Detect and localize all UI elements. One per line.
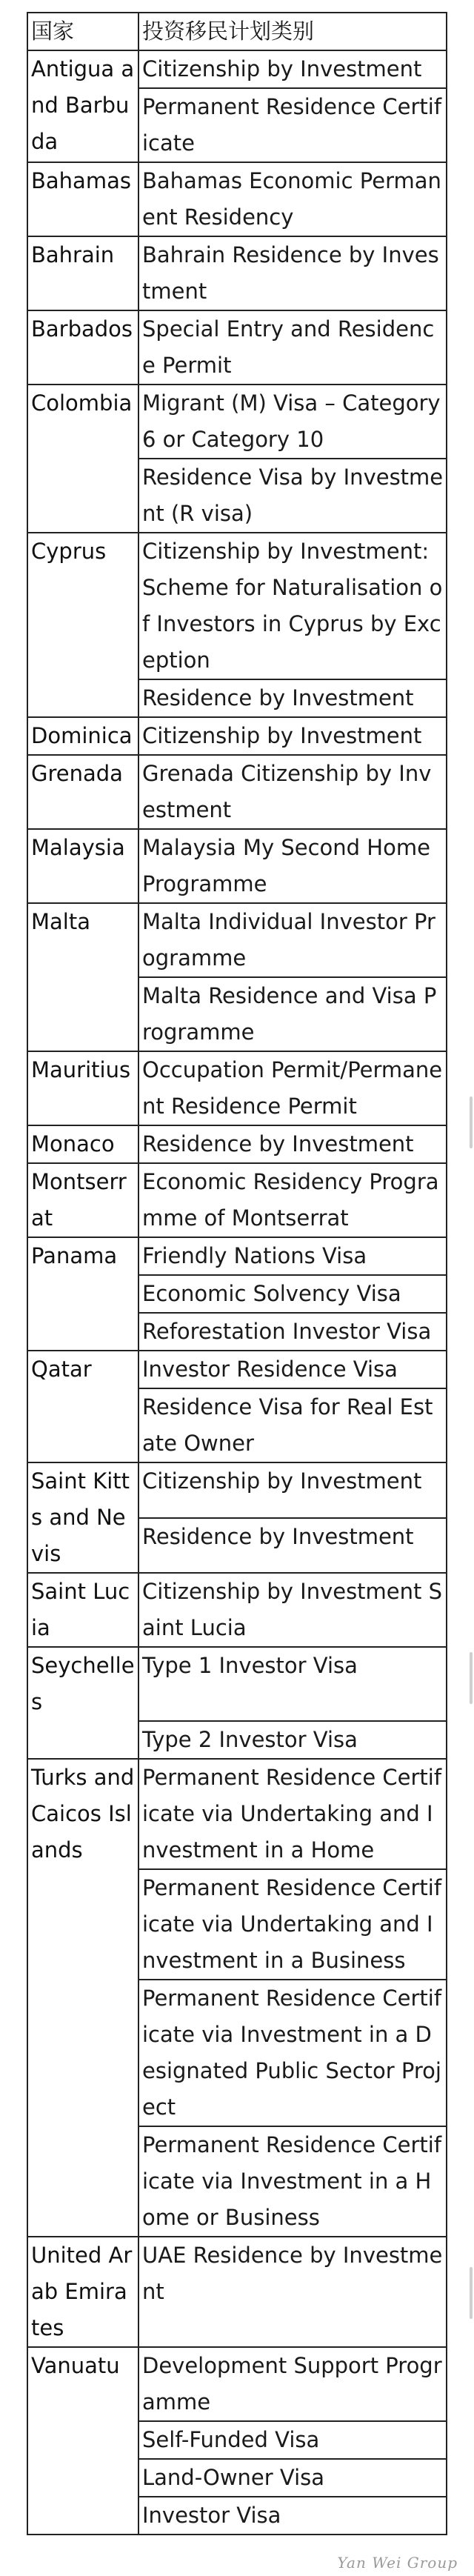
program-cell: Residence Visa for Real Estate Owner <box>138 1388 447 1462</box>
table-row <box>27 162 447 236</box>
table-row <box>27 755 447 829</box>
program-cell: Permanent Residence Certificate via Undertaking and Investment in a Home <box>138 1759 447 1869</box>
country-cell: Saint Lucia <box>27 1573 138 1647</box>
program-cell: Permanent Residence Certificate <box>138 88 447 162</box>
program-cell: Residence by Investment <box>138 1125 447 1163</box>
program-cell: Migrant (M) Visa – Category 6 or Category 10 <box>138 385 447 459</box>
program-cell: Citizenship by Investment Saint Lucia <box>138 1573 447 1647</box>
country-cell: United Arab Emirates <box>27 2237 138 2347</box>
program-cell: Investor Residence Visa <box>138 1351 447 1388</box>
program-cell: Economic Residency Programme of Montserrat <box>138 1163 447 1237</box>
table-row <box>27 1573 447 1647</box>
program-cell: Residence by Investment <box>138 1518 447 1574</box>
country-cell: Montserrat <box>27 1163 138 1237</box>
program-cell: Type 2 Investor Visa <box>138 1721 447 1759</box>
table-row <box>27 1351 447 1388</box>
program-cell: Occupation Permit/Permanent Residence Permit <box>138 1051 447 1125</box>
program-cell: Residence Visa by Investment (R visa) <box>138 459 447 533</box>
country-cell: Mauritius <box>27 1051 138 1125</box>
table-body <box>27 50 447 2535</box>
table-row <box>27 1125 447 1163</box>
country-cell: Barbados <box>27 310 138 385</box>
program-cell: Grenada Citizenship by Investment <box>138 755 447 829</box>
scrollbar-thumb-secondary[interactable] <box>470 1652 473 1704</box>
program-cell: Friendly Nations Visa <box>138 1237 447 1275</box>
table-row <box>27 1759 447 1869</box>
program-cell: Malta Residence and Visa Programme <box>138 977 447 1051</box>
table-row <box>27 1051 447 1125</box>
program-cell: Citizenship by Investment <box>138 50 447 88</box>
country-cell: Malta <box>27 903 138 1051</box>
program-cell: Residence by Investment <box>138 679 447 717</box>
program-cell: Citizenship by Investment <box>138 717 447 755</box>
table-row <box>27 1647 447 1721</box>
program-cell: Permanent Residence Certificate via Investment in a Designated Public Sector Project <box>138 1980 447 2126</box>
program-cell: Reforestation Investor Visa <box>138 1313 447 1351</box>
program-cell: Economic Solvency Visa <box>138 1275 447 1313</box>
program-cell: Permanent Residence Certificate via Undertaking and Investment in a Business <box>138 1869 447 1980</box>
table-row <box>27 1163 447 1237</box>
program-cell: Malaysia My Second Home Programme <box>138 829 447 903</box>
program-cell: Type 1 Investor Visa <box>138 1647 447 1721</box>
country-cell: Dominica <box>27 717 138 755</box>
country-cell: Antigua and Barbuda <box>27 50 138 162</box>
program-cell: Land-Owner Visa <box>138 2459 447 2497</box>
program-cell: UAE Residence by Investment <box>138 2237 447 2347</box>
table-row <box>27 903 447 977</box>
table-row <box>27 829 447 903</box>
table-row <box>27 2347 447 2421</box>
program-cell: Bahrain Residence by Investment <box>138 236 447 310</box>
table-row <box>27 1237 447 1275</box>
program-cell: Self-Funded Visa <box>138 2421 447 2459</box>
table-row <box>27 2237 447 2347</box>
table-row <box>27 533 447 679</box>
country-cell: Panama <box>27 1237 138 1351</box>
program-cell: Investor Visa <box>138 2497 447 2535</box>
country-cell: Vanuatu <box>27 2347 138 2535</box>
program-cell: Permanent Residence Certificate via Investment in a Home or Business <box>138 2126 447 2237</box>
table-header-row <box>27 13 447 50</box>
header-program: 投资移民计划类别 <box>138 13 447 50</box>
program-cell: Bahamas Economic Permanent Residency <box>138 162 447 236</box>
investment-migration-table <box>27 12 447 2535</box>
handwritten-signature: Yan Wei Group <box>337 2554 458 2572</box>
table-row <box>27 50 447 88</box>
country-cell: Qatar <box>27 1351 138 1462</box>
program-cell: Special Entry and Residence Permit <box>138 310 447 385</box>
country-cell: Colombia <box>27 385 138 533</box>
table-row <box>27 1462 447 1518</box>
country-cell: Malaysia <box>27 829 138 903</box>
scrollbar-thumb-tertiary[interactable] <box>470 2267 473 2319</box>
country-cell: Bahamas <box>27 162 138 236</box>
country-cell: Seychelles <box>27 1647 138 1759</box>
program-cell: Citizenship by Investment: Scheme for Naturalisation of Investors in Cyprus by Exception <box>138 533 447 679</box>
scrollbar-thumb[interactable] <box>470 1096 473 1148</box>
program-cell: Development Support Programme <box>138 2347 447 2421</box>
header-country: 国家 <box>27 13 138 50</box>
country-cell: Cyprus <box>27 533 138 717</box>
table-row <box>27 236 447 310</box>
table-row <box>27 385 447 459</box>
country-cell: Monaco <box>27 1125 138 1163</box>
program-cell: Citizenship by Investment <box>138 1462 447 1518</box>
country-cell: Bahrain <box>27 236 138 310</box>
table-row <box>27 717 447 755</box>
country-cell: Turks and Caicos Islands <box>27 1759 138 2237</box>
program-cell: Malta Individual Investor Programme <box>138 903 447 977</box>
country-cell: Saint Kitts and Nevis <box>27 1462 138 1573</box>
table-row <box>27 310 447 385</box>
country-cell: Grenada <box>27 755 138 829</box>
